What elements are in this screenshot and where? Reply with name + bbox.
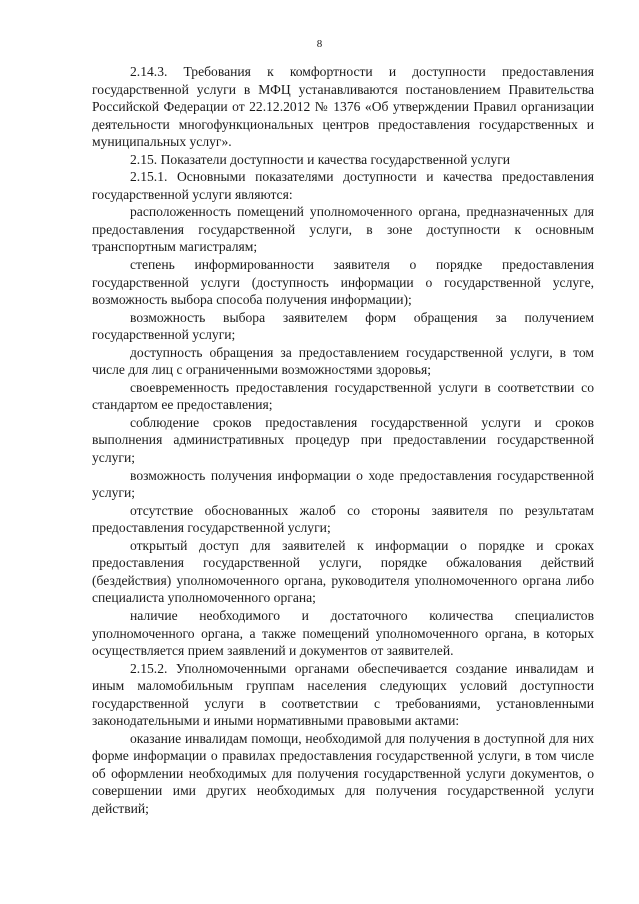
- list-item: отсутствие обоснованных жалоб со стороны заявителя по результатам предоставления государственной услуги;: [92, 502, 594, 536]
- list-item: возможность выбора заявителем форм обращения за получением государственной услуги;: [92, 309, 594, 343]
- list-item: открытый доступ для заявителей к информации о порядке и сроках предоставления государственной услуги, порядке обжалования действий (бездействия) уполномоченного органа, руководителя уполномоченного органа либо специалиста уполномоченного органа;: [92, 537, 594, 606]
- list-item: расположенность помещений уполномоченного органа, предназначенных для предоставления государственной услуги, в зоне доступности к основным транспортным магистралям;: [92, 204, 594, 255]
- list-item: доступность обращения за предоставлением государственной услуги, в том числе для лиц с ограниченными возможностями здоровья;: [92, 344, 594, 378]
- document-body: [92, 63, 594, 818]
- paragraph-2-14-3: 2.14.3. Требования к комфортности и доступности предоставления государственной услуги в МФЦ устанавливаются постановлением Правительства Российской Федерации от 22.12.2012 № 1376 «Об утверждении Правил организации деятельности многофункциональных центров предоставления государственных и муниципальных услуг».: [92, 64, 594, 150]
- section-heading-2-15: 2.15. Показатели доступности и качества государственной услуги: [130, 151, 511, 167]
- list-item: своевременность предоставления государственной услуги в соответствии со стандартом ее предоставления;: [92, 379, 594, 413]
- list-item: соблюдение сроков предоставления государственной услуги и сроков выполнения административных процедур при предоставлении государственной услуги;: [92, 414, 594, 466]
- list-item: степень информированности заявителя о порядке предоставления государственной услуги (доступность информации о государственной услуге, возможность выбора способа получения информации);: [92, 257, 594, 308]
- list-item: оказание инвалидам помощи, необходимой для получения в доступной для них форме информации о правилах предоставления государственной услуги, в том числе об оформлении необходимых для получения государственной услуги документов, о совершении ими других необходимых для получения государственной услуги действий;: [92, 730, 594, 816]
- paragraph-2-15-1: 2.15.1. Основными показателями доступности и качества предоставления государственной услуги являются:: [92, 169, 594, 202]
- list-item: наличие необходимого и достаточного количества специалистов уполномоченного органа, а также помещений уполномоченного органа, в которых осуществляется прием заявлений и документов от заявителей.: [92, 607, 594, 659]
- paragraph-2-15-2: 2.15.2. Уполномоченными органами обеспечивается создание инвалидам и иным маломобильным группам населения следующих условий доступности государственной услуги в соответствии с требованиями, установленными законодательными и иными нормативными правовыми актами:: [92, 660, 594, 729]
- page-number: 8: [316, 38, 323, 50]
- list-item: возможность получения информации о ходе предоставления государственной услуги;: [92, 467, 594, 501]
